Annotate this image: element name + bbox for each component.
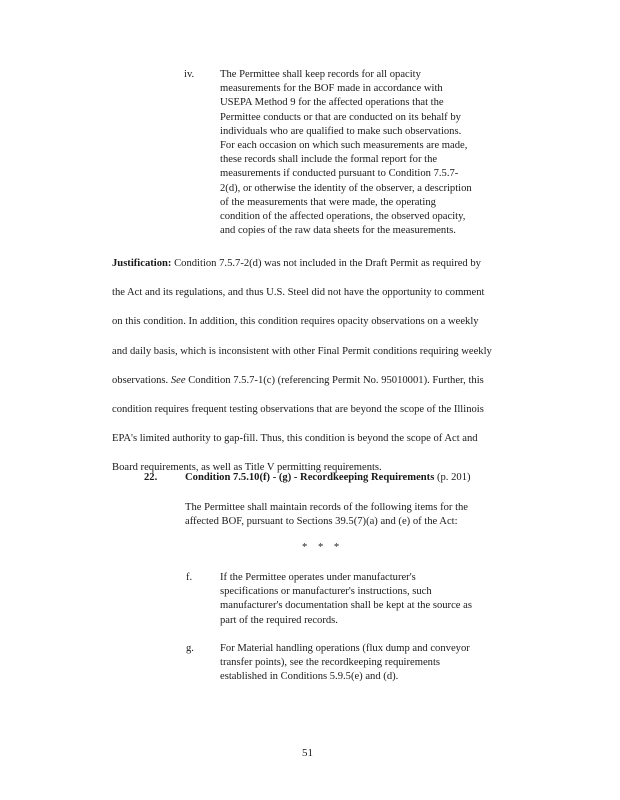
text-line: For each occasion on which such measurements are made, (220, 140, 468, 152)
text-line: If the Permittee operates under manufacturer's (220, 572, 416, 583)
justification-paragraph (112, 249, 552, 483)
item-g-marker: g. (186, 643, 194, 654)
text-line: measurements for the BOF made in accordance with (220, 83, 443, 95)
item-iv-marker: iv. (184, 69, 195, 80)
text-line: The Permittee shall keep records for all opacity (220, 69, 421, 80)
see-signal: See (170, 374, 186, 386)
section-heading-page-ref: (p. 201) (434, 472, 471, 483)
justification-line: and daily basis, which is inconsistent with other Final Permit conditions requiring weekly (112, 345, 492, 357)
text-line: established in Conditions 5.9.5(e) and (d). (220, 671, 399, 683)
text-line: The Permittee shall maintain records of the following items for the (185, 502, 469, 513)
text-line: and copies of the raw data sheets for the measurements. (220, 225, 456, 237)
text-line: specifications or manufacturer's instructions, such (220, 586, 432, 598)
section-intro (185, 501, 525, 529)
text-line: transfer points), see the recordkeeping requirements (220, 657, 441, 669)
item-g-text (220, 642, 520, 685)
section-heading (185, 471, 471, 485)
justification-line: Board requirements, as well as Title V permitting requirements. (112, 462, 382, 474)
item-f-marker: f. (186, 572, 193, 583)
section-heading-line (185, 471, 471, 485)
text-line: USEPA Method 9 for the affected operations that the (220, 97, 444, 109)
page-number: 51 (302, 747, 313, 759)
justification-line (112, 249, 552, 278)
item-iv-text (220, 68, 520, 238)
text-line: 2(d), or otherwise the identity of the observer, a description (220, 182, 472, 194)
text-line: condition of the affected operations, the observed opacity, (220, 211, 466, 223)
justification-line: condition requires frequent testing observations that are beyond the scope of the Illinois (112, 404, 484, 416)
justification-line (112, 366, 552, 395)
text-line: measurements if conducted pursuant to Condition 7.5.7- (220, 168, 459, 180)
text-line: these records shall include the formal report for the (220, 154, 438, 166)
text-line: of the measurements that were made, the operating (220, 196, 436, 208)
justification-line: the Act and its regulations, and thus U.S. Steel did not have the opportunity to comment (112, 287, 485, 299)
text-line: affected BOF, pursuant to Sections 39.5(7)(a) and (e) of the Act: (185, 516, 458, 528)
text-line: manufacturer's documentation shall be kept at the source as (220, 600, 472, 612)
text-line: part of the required records. (220, 614, 338, 626)
ellipsis-stars: * * * (302, 542, 344, 553)
justification-text: observations. (112, 374, 171, 386)
justification-line: EPA's limited authority to gap-fill. Thus, this condition is beyond the scope of Act and (112, 433, 478, 445)
item-f-text (220, 571, 520, 628)
text-line: individuals who are qualified to make such observations. (220, 125, 462, 137)
justification-label: Justification: (112, 258, 172, 269)
section-heading-title: Condition 7.5.10(f) - (g) - Recordkeeping Requirements (185, 472, 435, 483)
text-line: For Material handling operations (flux dump and conveyor (220, 643, 470, 654)
text-line: Permittee conducts or that are conducted on its behalf by (220, 111, 461, 123)
justification-line: on this condition. In addition, this condition requires opacity observations on a weekly (112, 316, 479, 328)
justification-text: Condition 7.5.7-1(c) (referencing Permit No. 95010001). Further, this (185, 374, 484, 386)
section-number: 22. (144, 472, 158, 483)
justification-text: Condition 7.5.7-2(d) was not included in the Draft Permit as required by (171, 258, 481, 269)
